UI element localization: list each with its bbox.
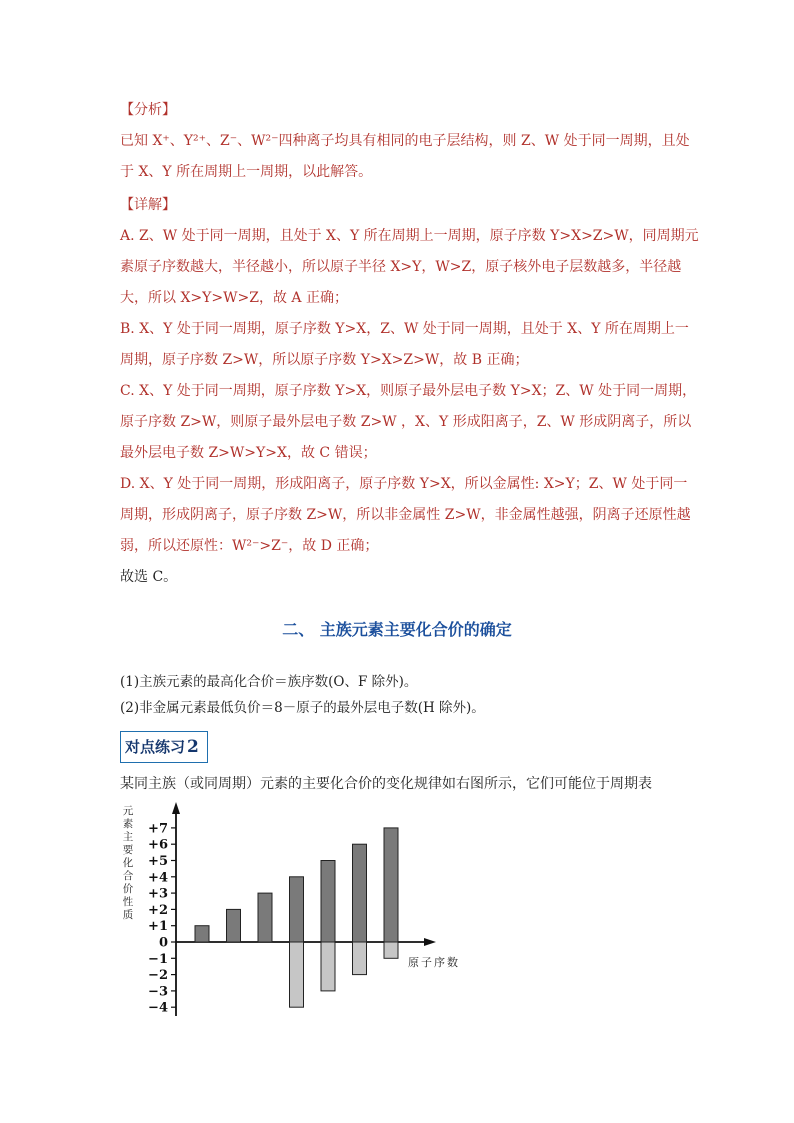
y-tick-label: +6 <box>148 837 168 853</box>
y-tick-label: −4 <box>148 1000 168 1016</box>
analysis-line: 于 X、Y 所在周期上一周期，以此解答。 <box>120 164 373 180</box>
y-tick-label: +3 <box>148 886 168 902</box>
details-line: 最外层电子数 Z>W>Y>X，故 C 错误； <box>120 445 377 461</box>
analysis-header: 【分析】 <box>120 102 176 118</box>
negative-valence-bar <box>290 942 304 1007</box>
y-tick-label: +1 <box>148 919 168 935</box>
y-axis-label-char: 合 <box>122 870 134 882</box>
y-axis-label-char: 化 <box>122 857 134 869</box>
details-line: B. X、Y 处于同一周期，原子序数 Y>X，Z、W 处于同一周期，且处于 X、Y 所在周期上一 <box>120 321 689 337</box>
y-axis-label-char: 元 <box>122 805 134 817</box>
details-line: 大，所以 X>Y>W>Z，故 A 正确； <box>120 290 348 306</box>
y-axis-label-char: 性 <box>122 896 134 908</box>
positive-valence-bar <box>195 926 209 942</box>
rule-line: (1)主族元素的最高化合价＝族序数(O、F 除外)。 <box>120 674 418 690</box>
details-line: 原子序数 Z>W，则原子最外层电子数 Z>W ，X、Y 形成阳离子，Z、W 形成阴离子，所以 <box>120 414 692 430</box>
y-axis-label-char: 主 <box>122 831 134 843</box>
y-tick-label: +2 <box>148 902 168 918</box>
y-axis-label-char: 质 <box>122 909 134 921</box>
rule-line: (2)非金属元素最低负价＝8－原子的最外层电子数(H 除外)。 <box>120 700 485 716</box>
y-axis-arrow <box>172 802 180 814</box>
y-axis-label-char: 价 <box>122 883 134 895</box>
details-line: 周期，形成阴离子，原子序数 Z>W，所以非金属性 Z>W，非金属性越强，阴离子还原性越 <box>120 507 691 523</box>
section-title: 二、 主族元素主要化合价的确定 <box>282 620 512 639</box>
details-line: 素原子序数越大，半径越小，所以原子半径 X>Y，W>Z，原子核外电子层数越多，半径越 <box>120 259 682 275</box>
details-line: 周期，原子序数 Z>W，所以原子序数 Y>X>Z>W，故 B 正确； <box>120 352 529 368</box>
analysis-line: 已知 X⁺、Y²⁺、Z⁻、W²⁻四种离子均具有相同的电子层结构，则 Z、W 处于同一周期，且处 <box>120 133 690 149</box>
y-axis-label-char: 要 <box>122 844 134 856</box>
x-axis-label: 原子序数 <box>408 956 460 969</box>
positive-valence-bar <box>384 828 398 942</box>
details-line: C. X、Y 处于同一周期，原子序数 Y>X，则原子最外层电子数 Y>X；Z、W 处于同一周期， <box>120 383 697 399</box>
y-tick-label: −2 <box>148 968 168 984</box>
details-section <box>120 190 699 593</box>
conclusion-line: 故选 C。 <box>120 569 178 585</box>
practice-badge <box>120 731 208 763</box>
y-tick-label: 0 <box>158 935 168 951</box>
positive-valence-bar <box>290 877 304 942</box>
positive-valence-bar <box>258 893 272 942</box>
y-tick-label: +7 <box>148 821 168 837</box>
x-axis-arrow <box>424 938 436 946</box>
y-axis-label-char: 素 <box>122 818 134 830</box>
question-text: 某同主族（或同周期）元素的主要化合价的变化规律如右图所示，它们可能位于周期表 <box>120 776 652 792</box>
y-tick-label: +5 <box>148 854 168 869</box>
practice-label: 对点练习 <box>125 738 186 756</box>
y-tick-label: −1 <box>148 951 168 967</box>
positive-valence-bar <box>353 844 367 942</box>
negative-valence-bar <box>384 942 398 958</box>
y-tick-label: +4 <box>148 870 168 886</box>
negative-valence-bar <box>353 942 367 975</box>
analysis-section <box>120 95 690 188</box>
details-line: D. X、Y 处于同一周期，形成阳离子，原子序数 Y>X，所以金属性: X>Y；Z、W 处于同一 <box>120 476 688 492</box>
details-line: A. Z、W 处于同一周期，且处于 X、Y 所在周期上一周期，原子序数 Y>X>Z>W，同周期元 <box>120 228 699 244</box>
details-header: 【详解】 <box>120 197 176 213</box>
positive-valence-bar <box>227 909 241 942</box>
details-line: 弱，所以还原性：W²⁻>Z⁻，故 D 正确； <box>120 538 379 554</box>
valence-bar-chart <box>112 800 472 1026</box>
y-tick-label: −3 <box>148 984 168 1000</box>
practice-number: 2 <box>187 737 199 757</box>
positive-valence-bar <box>321 861 335 943</box>
negative-valence-bar <box>321 942 335 991</box>
